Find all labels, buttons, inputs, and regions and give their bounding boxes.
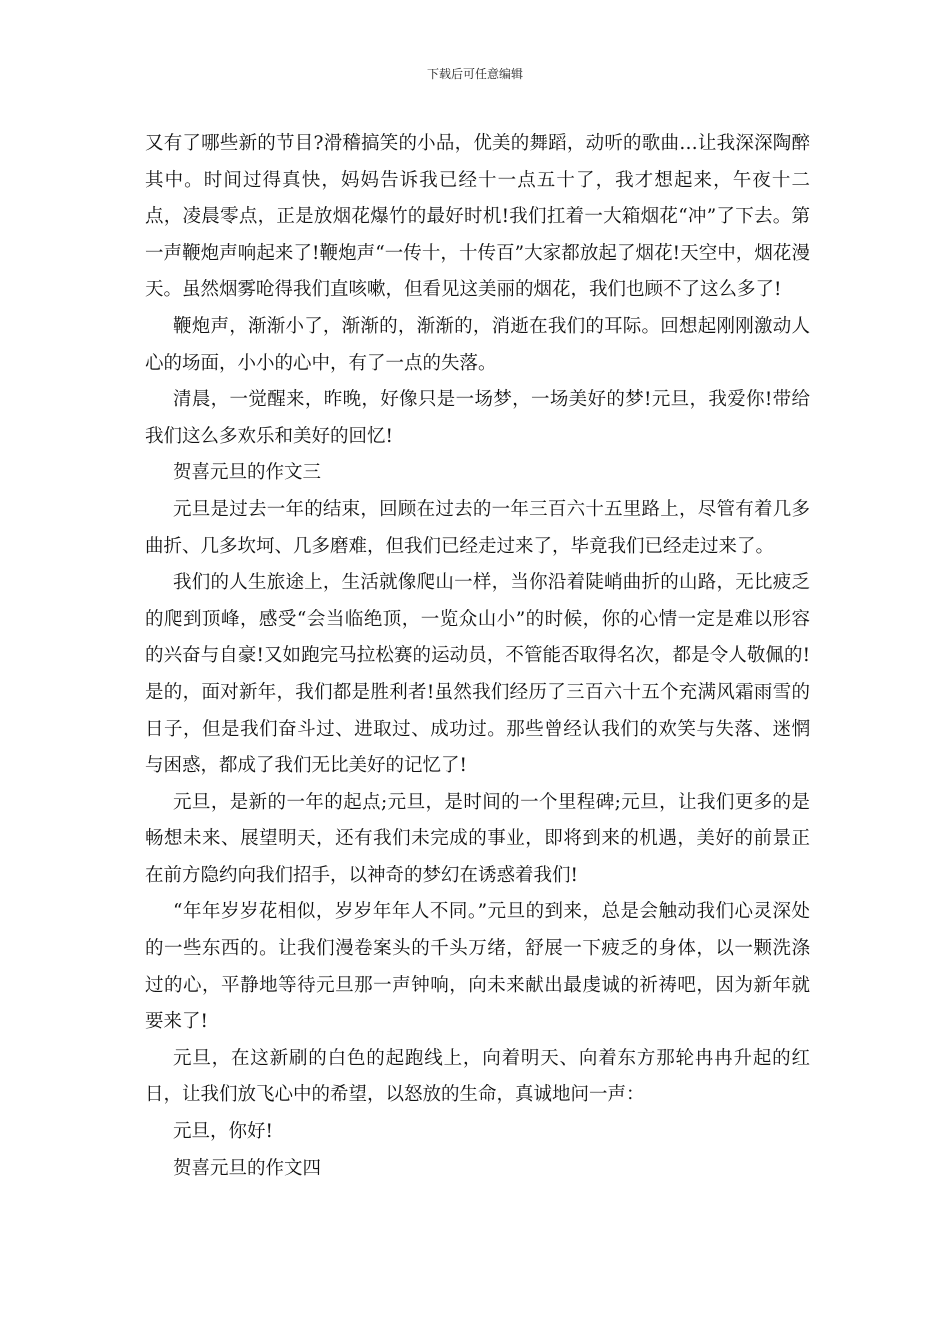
paragraph: 鞭炮声，渐渐小了，渐渐的，渐渐的，消逝在我们的耳际。回想起刚刚激动人心的场面，小小的心中，有了一点的失落。 [145,315,810,374]
section-heading: 贺喜元旦的作文四 [173,1157,322,1179]
paragraph: 元旦，你好! [173,1121,273,1143]
document-body [145,126,810,1187]
paragraph: “年年岁岁花相似，岁岁年年人不同。”元旦的到来，总是会触动我们心灵深处的一些东西的。让我们漫卷案头的千头万绪，舒展一下疲乏的身体，以一颗洗涤过的心，平静地等待元旦那一声钟响，向未来献出最虔诚的祈祷吧，因为新年就要来了! [145,901,810,1033]
paragraph: 我们的人生旅途上，生活就像爬山一样，当你沿着陡峭曲折的山路，无比疲乏的爬到顶峰，感受“会当临绝顶，一览众山小”的时候，你的心情一定是难以形容的兴奋与自豪!又如跑完马拉松赛的运动员，不管能否取得名次，都是令人敬佩的!是的，面对新年，我们都是胜利者!虽然我们经历了三百六十五个充满风霜雨雪的日子，但是我们奋斗过、进取过、成功过。那些曾经认我们的欢笑与失落、迷惘与困惑，都成了我们无比美好的记忆了! [145,572,810,777]
paragraph-continued: 又有了哪些新的节目?滑稽搞笑的小品，优美的舞蹈，动听的歌曲…让我深深陶醉其中。时间过得真快，妈妈告诉我已经十一点五十了，我才想起来，午夜十二点，凌晨零点，正是放烟花爆竹的最好时机!我们扛着一大箱烟花“冲”了下去。第一声鞭炮声响起来了!鞭炮声“一传十，十传百”大家都放起了烟花!天空中，烟花漫天。虽然烟雾呛得我们直咳嗽，但看见这美丽的烟花，我们也顾不了这么多了! [145,133,810,301]
paragraph: 清晨，一觉醒来，昨晚，好像只是一场梦，一场美好的梦!元旦，我爱你!带给我们这么多欢乐和美好的回忆! [145,389,810,447]
page-header: 下载后可任意编辑 [426,67,523,81]
section-heading: 贺喜元旦的作文三 [173,462,322,484]
paragraph: 元旦是过去一年的结束，回顾在过去的一年三百六十五里路上，尽管有着几多曲折、几多坎坷、几多磨难，但我们已经走过来了，毕竟我们已经走过来了。 [145,498,810,557]
paragraph: 元旦，在这新刷的白色的起跑线上，向着明天、向着东方那轮冉冉升起的红日，让我们放飞心中的希望，以怒放的生命，真诚地问一声： [145,1047,810,1106]
paragraph: 元旦，是新的一年的起点;元旦，是时间的一个里程碑;元旦，让我们更多的是畅想未来、展望明天，还有我们未完成的事业，即将到来的机遇，美好的前景正在前方隐约向我们招手，以神奇的梦幻在诱惑着我们! [145,791,810,886]
